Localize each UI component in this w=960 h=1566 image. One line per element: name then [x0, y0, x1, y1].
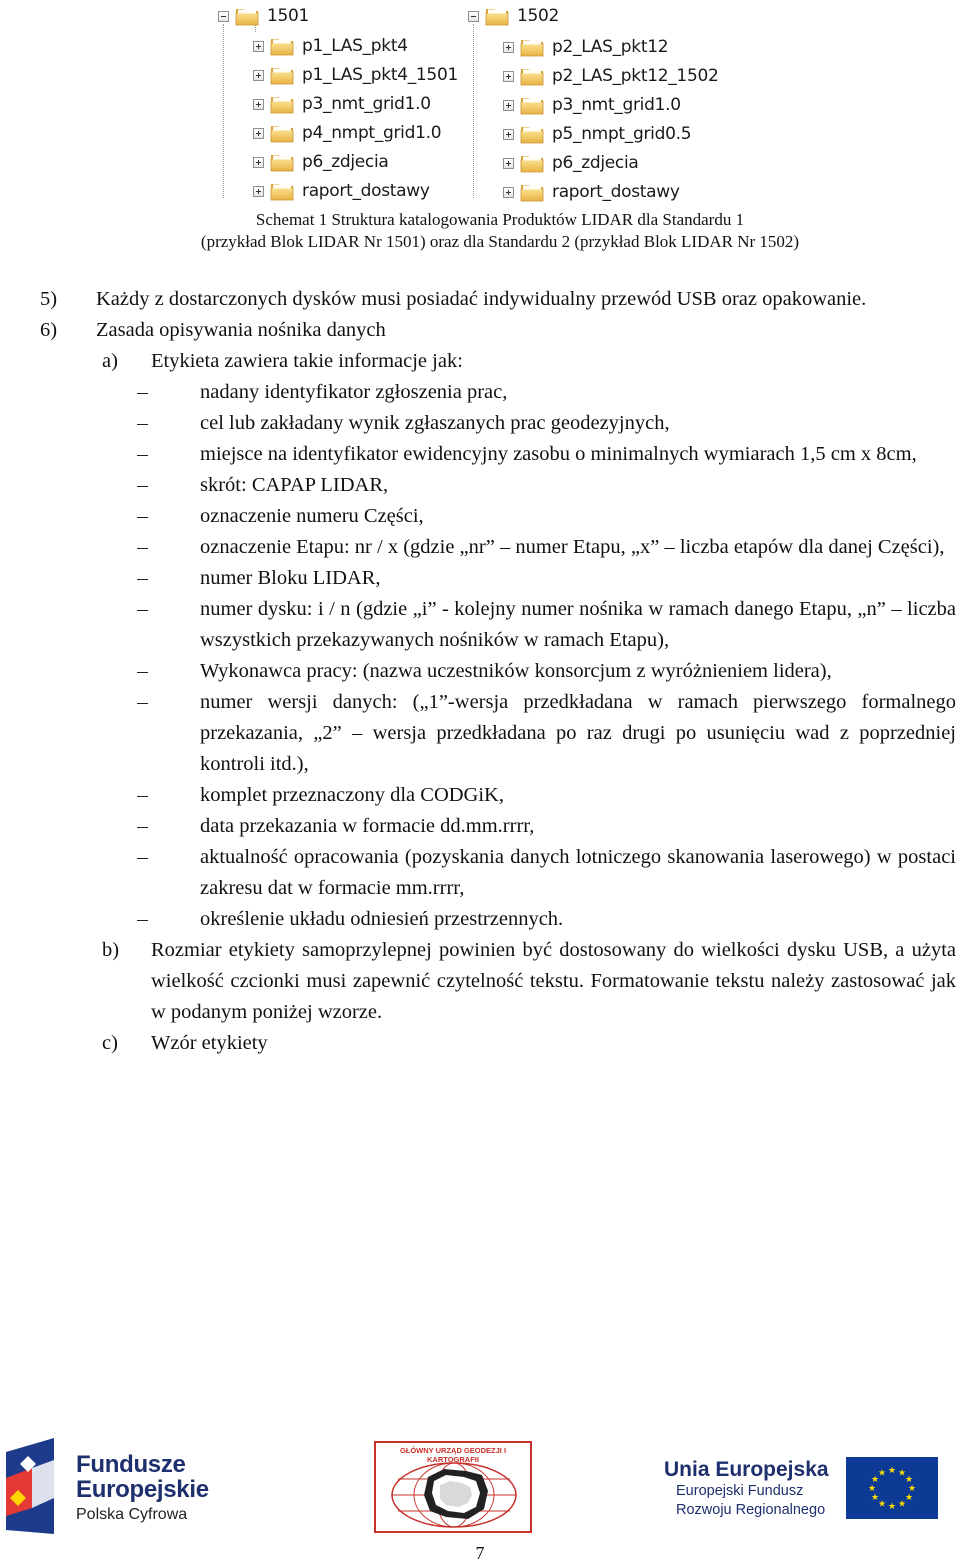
- dash-list-item: numer wersji danych: („1”-wersja przedkładana w ramach pierwszego formalnego przekazania, „2” – wersja przedkładana po raz drugi po usunięciu wad z poprzedniej kontroli itd.),: [137, 687, 956, 780]
- ue-title: Unia Europejska: [664, 1458, 829, 1481]
- tree-node-label: raport_dostawy: [552, 182, 680, 202]
- expand-toggle-icon[interactable]: [253, 186, 264, 197]
- svg-text:★: ★: [877, 1499, 887, 1510]
- folder-icon: [270, 94, 294, 114]
- fundusze-europejskie-wordmark: [76, 1452, 209, 1527]
- dash-list-item: numer Bloku LIDAR,: [137, 563, 956, 594]
- tree-node-child[interactable]: [503, 179, 680, 205]
- tree-node-label: p1_LAS_pkt4: [302, 36, 408, 56]
- dash-list-item: Wykonawca pracy: (nazwa uczestników konsorcjum z wyróżnieniem lidera),: [137, 656, 956, 687]
- tree-node-child[interactable]: [503, 92, 681, 118]
- eu-flag-icon: [846, 1457, 938, 1519]
- svg-text:★: ★: [877, 1468, 887, 1479]
- folder-icon: [520, 37, 544, 57]
- expand-toggle-icon[interactable]: [503, 187, 514, 198]
- svg-text:★: ★: [907, 1484, 917, 1494]
- expand-toggle-icon[interactable]: [503, 100, 514, 111]
- ue-fund-line: Rozwoju Regionalnego: [676, 1502, 826, 1518]
- expand-toggle-icon[interactable]: [253, 99, 264, 110]
- expand-toggle-icon[interactable]: [503, 71, 514, 82]
- expand-toggle-icon[interactable]: [253, 128, 264, 139]
- tree-node-label: p6_zdjecia: [552, 153, 639, 173]
- folder-icon: [520, 182, 544, 202]
- folder-icon: [270, 123, 294, 143]
- folder-icon: [270, 181, 294, 201]
- svg-text:★: ★: [897, 1499, 907, 1510]
- sublist-item-c: [102, 1028, 956, 1059]
- dash-list-item: aktualność opracowania (pozyskania danych lotniczego skanowania laserowego) w postaci zakresu dat w formacie mm.rrrr,: [137, 842, 956, 904]
- paragraph: Każdy z dostarczonych dysków musi posiadać indywidualny przewód USB oraz opakowanie.: [96, 288, 867, 310]
- tree-node-child[interactable]: [253, 33, 408, 59]
- dash-list-item: data przekazania w formacie dd.mm.rrrr,: [137, 811, 956, 842]
- fundusze-europejskie-logo-icon: [6, 1438, 68, 1534]
- svg-text:★: ★: [870, 1475, 880, 1485]
- page-number: 7: [475, 1543, 485, 1563]
- folder-icon: [520, 124, 544, 144]
- figure-caption: [0, 209, 960, 253]
- svg-text:★: ★: [870, 1493, 880, 1503]
- tree-node-child[interactable]: [253, 62, 458, 88]
- tree-node-root[interactable]: [218, 3, 309, 29]
- expand-toggle-icon[interactable]: [503, 158, 514, 169]
- tree-node-label: p2_LAS_pkt12: [552, 37, 669, 57]
- collapse-toggle-icon[interactable]: [218, 11, 229, 22]
- dash-list-item: oznaczenie Etapu: nr / x (gdzie „nr” – numer Etapu, „x” – liczba etapów dla danej Części),: [137, 532, 956, 563]
- folder-icon: [270, 65, 294, 85]
- fe-title-line: Fundusze: [76, 1451, 186, 1478]
- paragraph: Rozmiar etykiety samoprzylepnej powinien być dostosowany do wielkości dysku USB, a użyta wielkość czcionki musi zapewnić czytelność tekstu. Formatowanie tekstu należy zastosować jak w podanym poniżej wzorze.: [151, 939, 956, 1023]
- svg-text:★: ★: [904, 1493, 914, 1503]
- label-info-list: [137, 377, 956, 935]
- svg-text:★: ★: [897, 1468, 907, 1479]
- svg-text:★: ★: [867, 1484, 877, 1494]
- list-letter: a): [102, 350, 118, 372]
- caption-line: Schemat 1 Struktura katalogowania Produktów LIDAR dla Standardu 1: [255, 210, 745, 229]
- list-number: 5): [40, 288, 58, 310]
- tree-node-label: p1_LAS_pkt4_1501: [302, 65, 458, 85]
- dash-list-item: cel lub zakładany wynik zgłaszanych prac geodezyjnych,: [137, 408, 956, 439]
- tree-node-child[interactable]: [503, 121, 691, 147]
- paragraph: Wzór etykiety: [151, 1032, 268, 1054]
- sublist-item-b: [102, 935, 956, 1028]
- tree-node-label: p6_zdjecia: [302, 152, 389, 172]
- expand-toggle-icon[interactable]: [253, 41, 264, 52]
- folder-icon: [485, 6, 509, 26]
- folder-icon: [270, 152, 294, 172]
- globe-poland-map-icon: [384, 1457, 524, 1529]
- expand-toggle-icon[interactable]: [253, 70, 264, 81]
- tree-node-child[interactable]: [503, 63, 719, 89]
- tree-node-child[interactable]: [503, 34, 668, 60]
- tree-node-label: p5_nmpt_grid0.5: [552, 124, 692, 144]
- dash-list-item: komplet przeznaczony dla CODGiK,: [137, 780, 956, 811]
- tree-node-child[interactable]: [253, 120, 441, 146]
- tree-node-label: p2_LAS_pkt12_1502: [552, 66, 719, 86]
- dash-list-item: oznaczenie numeru Części,: [137, 501, 956, 532]
- svg-text:★: ★: [887, 1466, 897, 1476]
- caption-line: (przykład Blok LIDAR Nr 1501) oraz dla Standardu 2 (przykład Blok LIDAR Nr 1502): [200, 232, 800, 251]
- tree-node-child[interactable]: [253, 178, 430, 204]
- tree-node-child[interactable]: [503, 150, 639, 176]
- tree-node-root[interactable]: [468, 3, 559, 29]
- ue-fund-line: Europejski Fundusz: [676, 1483, 804, 1499]
- paragraph: Zasada opisywania nośnika danych: [96, 319, 386, 341]
- list-letter: c): [102, 1032, 118, 1054]
- folder-icon: [520, 95, 544, 115]
- dash-list-item: numer dysku: i / n (gdzie „i” - kolejny numer nośnika w ramach danego Etapu, „n” – liczba wszystkich przekazywanych nośników w ramach Etapu),: [137, 594, 956, 656]
- tree-node-label: p3_nmt_grid1.0: [552, 95, 681, 115]
- dash-list-item: skrót: CAPAP LIDAR,: [137, 470, 956, 501]
- document-body: [40, 284, 956, 1059]
- svg-text:★: ★: [904, 1475, 914, 1485]
- folder-icon: [520, 66, 544, 86]
- list-item-6: [40, 315, 956, 346]
- tree-node-child[interactable]: [253, 149, 389, 175]
- unia-europejska-wordmark: [664, 1458, 829, 1520]
- paragraph: Etykieta zawiera takie informacje jak:: [151, 350, 463, 372]
- list-number: 6): [40, 319, 58, 341]
- fe-program-name: Polska Cyfrowa: [76, 1506, 188, 1523]
- tree-node-label: raport_dostawy: [302, 181, 430, 201]
- sublist-item-a: [102, 346, 956, 377]
- tree-node-label: p3_nmt_grid1.0: [302, 94, 431, 114]
- folder-icon: [235, 6, 259, 26]
- expand-toggle-icon[interactable]: [503, 42, 514, 53]
- folder-icon: [520, 153, 544, 173]
- tree-node-label: p4_nmpt_grid1.0: [302, 123, 442, 143]
- collapse-toggle-icon[interactable]: [468, 11, 479, 22]
- folder-icon: [270, 36, 294, 56]
- gugik-logo: [374, 1441, 532, 1533]
- expand-toggle-icon[interactable]: [253, 157, 264, 168]
- list-item-5: [40, 284, 956, 315]
- dash-list-item: nadany identyfikator zgłoszenia prac,: [137, 377, 956, 408]
- tree-node-label: 1502: [517, 6, 560, 26]
- svg-text:★: ★: [887, 1502, 897, 1512]
- dash-list-item: określenie układu odniesień przestrzennych.: [137, 904, 956, 935]
- list-letter: b): [102, 939, 120, 961]
- fe-title-line: Europejskie: [76, 1476, 209, 1503]
- tree-node-label: 1501: [267, 6, 310, 26]
- dash-list-item: miejsce na identyfikator ewidencyjny zasobu o minimalnych wymiarach 1,5 cm x 8cm,: [137, 439, 956, 470]
- tree-node-child[interactable]: [253, 91, 431, 117]
- expand-toggle-icon[interactable]: [503, 129, 514, 140]
- gugik-title: GŁÓWNY URZĄD GEODEZJI I KARTOGRAFII: [399, 1446, 507, 1464]
